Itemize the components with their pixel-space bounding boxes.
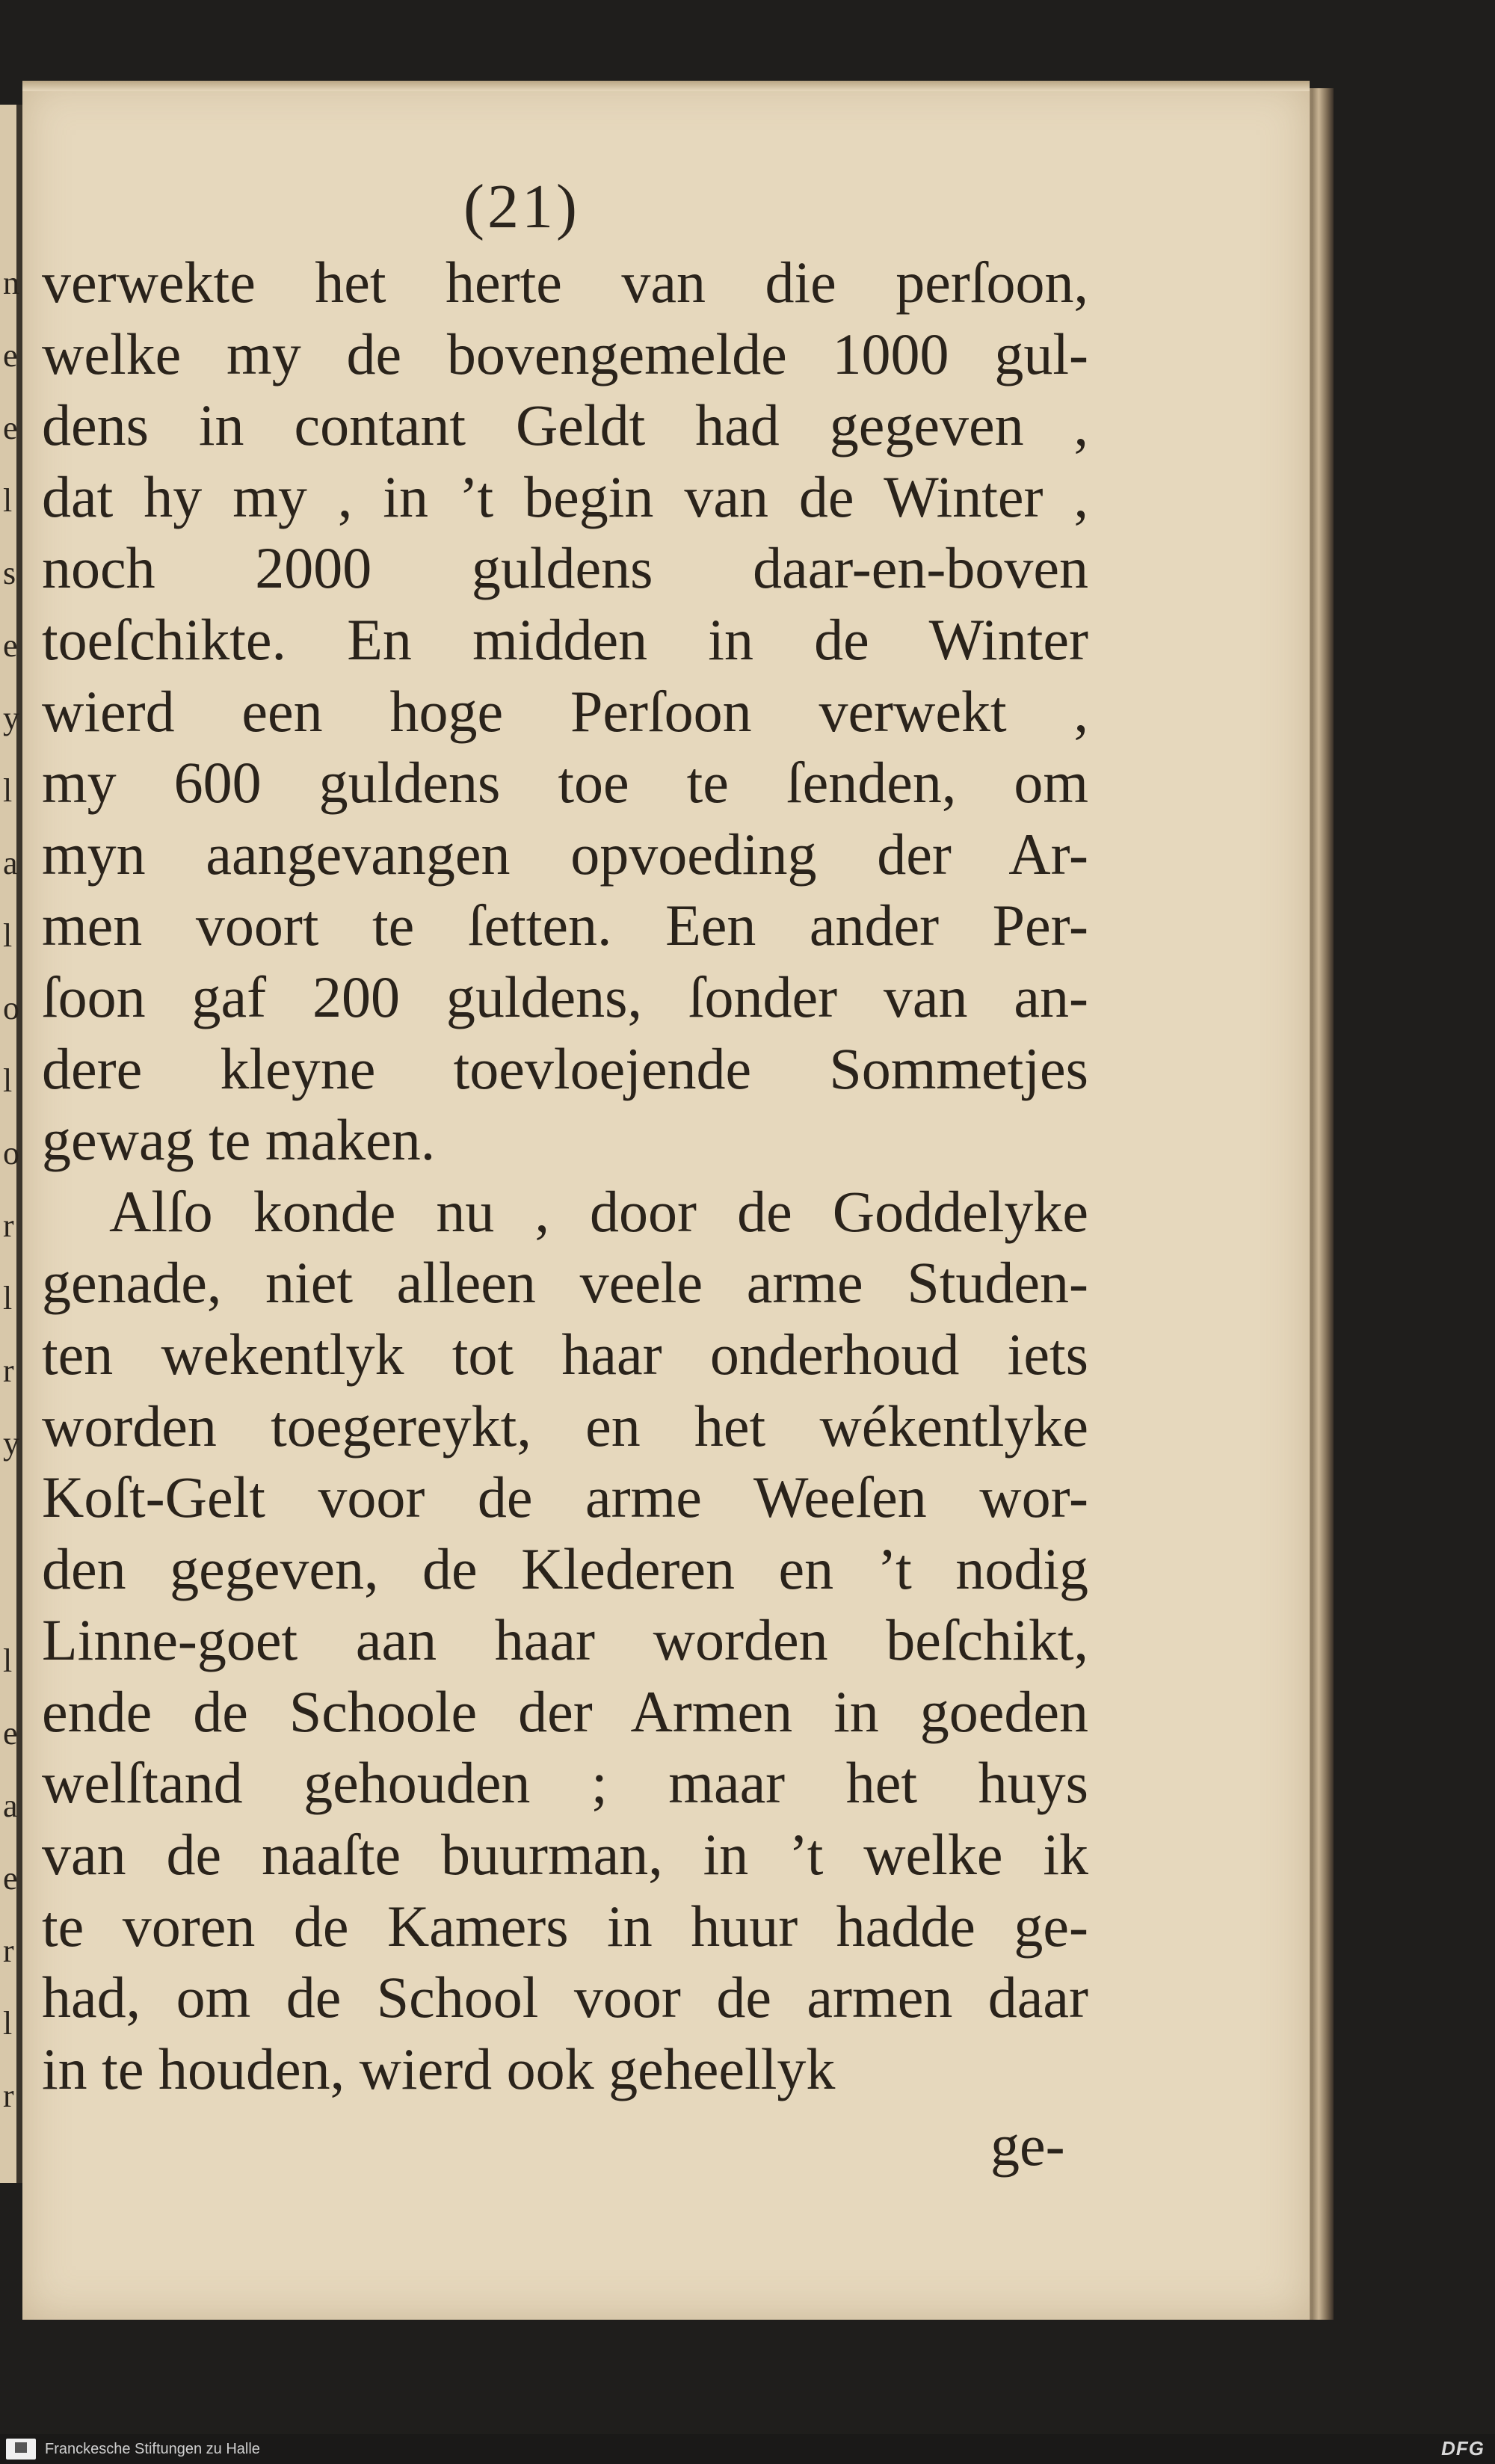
text-line: myn aangevangen opvoeding der Ar-: [42, 821, 1088, 887]
previous-page-fragment: a: [3, 1787, 18, 1824]
previous-page-fragment: [3, 1479, 18, 1552]
previous-page-fragment: l: [3, 1280, 13, 1316]
text-line: noch 2000 guldens daar-en-boven: [42, 535, 1088, 601]
text-line: ſoon gaf 200 guldens, ſonder van an-: [42, 964, 1088, 1029]
text-line: genade, niet alleen veele arme Studen-: [42, 1250, 1088, 1316]
previous-page-fragment: e: [3, 627, 18, 664]
institution-logo-icon: [6, 2439, 36, 2460]
previous-page-fragment: r: [3, 2078, 14, 2114]
text-line: ende de Schoole der Armen in goeden: [42, 1678, 1088, 1744]
page-top-edge: [22, 81, 1310, 91]
text-line: in te houden, wierd ook geheellyk: [42, 2036, 836, 2101]
text-line: Linne-goet aan haar worden beſchikt,: [42, 1607, 1088, 1673]
previous-page-fragment: s: [3, 555, 16, 591]
previous-page-fragment: r: [3, 1207, 14, 1244]
previous-page-fragment: e: [3, 1860, 18, 1897]
text-line: dens in contant Geldt had gegeven ,: [42, 392, 1088, 458]
text-line: welke my de bovengemelde 1000 gul-: [42, 321, 1088, 386]
text-line: worden toegereykt, en het wékentlyke: [42, 1393, 1088, 1459]
text-line: dere kleyne toevloejende Sommetjes: [42, 1035, 1088, 1101]
text-line: dat hy my , in ’t begin van de Winter ,: [42, 463, 1088, 529]
text-line: verwekte het herte van die perſoon,: [42, 250, 1088, 315]
previous-page-fragment: e: [3, 1715, 18, 1752]
text-line: ten wekentlyk tot haar onderhoud iets: [42, 1321, 1088, 1387]
previous-page-fragment: l: [3, 1642, 13, 1679]
text-line: had, om de School voor de armen daar: [42, 1965, 1088, 2030]
text-line: gewag te maken.: [42, 1107, 436, 1173]
previous-page-fragment: y: [3, 700, 19, 736]
previous-page-fragment: o: [3, 1135, 19, 1171]
text-line: te voren de Kamers in huur hadde ge-: [42, 1893, 1088, 1959]
previous-page-fragment: e: [3, 337, 18, 374]
page-text-body: [42, 247, 1088, 2104]
previous-page-fragment: y: [3, 1425, 19, 1462]
text-line: van de naaſte buurman, in ’t welke ik: [42, 1822, 1088, 1888]
dfg-logo: DFG: [1441, 2437, 1485, 2460]
previous-page-text-fragments: [3, 247, 18, 2132]
text-line: men voort te ſetten. Een ander Per-: [42, 893, 1088, 958]
previous-page-fragment: l: [3, 1062, 13, 1099]
previous-page-fragment: r: [3, 1352, 14, 1389]
previous-page-fragment: l: [3, 772, 13, 809]
text-line: toeſchikte. En midden in de Winter: [42, 606, 1088, 672]
text-line: welſtand gehouden ; maar het huys: [42, 1750, 1088, 1816]
text-line: wierd een hoge Perſoon verwekt ,: [42, 678, 1088, 744]
page-number: (21): [463, 172, 580, 241]
previous-page-fragment: [3, 1552, 18, 1624]
text-line: my 600 guldens toe te ſenden, om: [42, 750, 1088, 816]
text-line: Koſt-Gelt voor de arme Weeſen wor-: [42, 1464, 1088, 1530]
catchword: ge-: [990, 2113, 1065, 2178]
text-line: Alſo konde nu , door de Goddelyke: [109, 1178, 1088, 1244]
previous-page-fragment: r: [3, 1932, 14, 1969]
footer-bar: [0, 2434, 1495, 2464]
previous-page-fragment: a: [3, 845, 18, 881]
previous-page-fragment: l: [3, 917, 13, 954]
previous-page-fragment: e: [3, 410, 18, 446]
previous-page-fragment: l: [3, 2005, 13, 2042]
previous-page-fragment: n: [3, 265, 19, 301]
previous-page-fragment: o: [3, 990, 19, 1026]
text-line: den gegeven, de Klederen en ’t nodig: [42, 1536, 1088, 1601]
previous-page-fragment: l: [3, 482, 13, 519]
institution-name: Franckesche Stiftungen zu Halle: [45, 2441, 260, 2457]
